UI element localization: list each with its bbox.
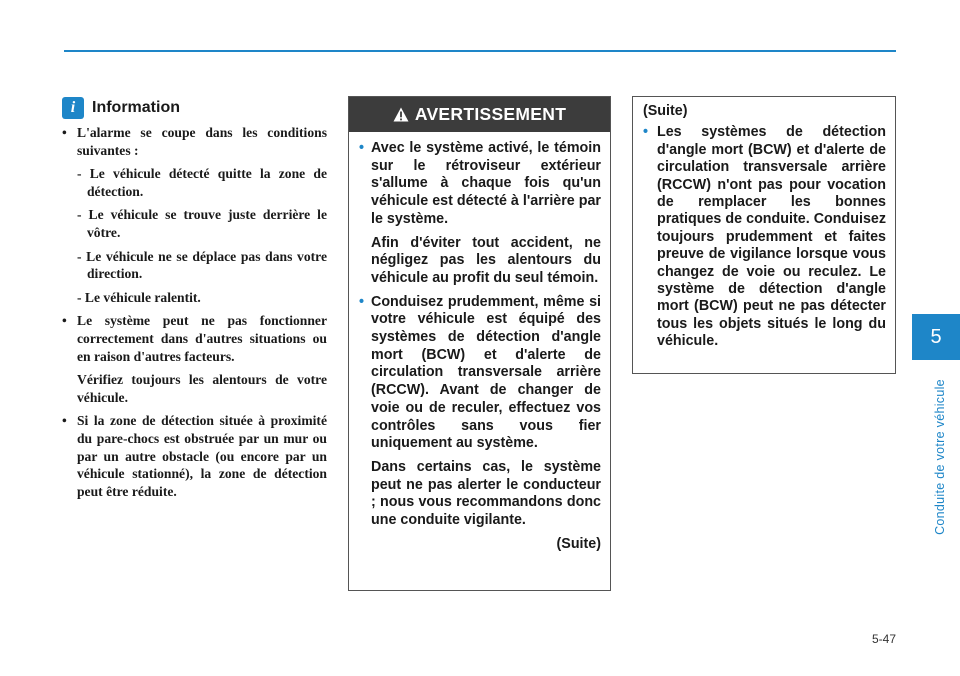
- chapter-title-side: [912, 362, 952, 552]
- info-bullet-alarm: • L'alarme se coupe dans les conditions suivantes :: [62, 124, 327, 159]
- info-dash-item: - Le véhicule se trouve juste derrière le vôtre.: [77, 207, 327, 240]
- warning-paragraph: Dans certains cas, le système peut ne pas alerter le conducteur ; nous vous recommandons donc une conduite vigilante.: [371, 458, 601, 529]
- chapter-number: 5: [930, 325, 942, 348]
- information-header: [62, 96, 327, 120]
- info-bullet-zone: • Si la zone de détection située à proximité du pare-chocs est obstruée par un mur ou par un autre obstacle (ou encore par un véhicule stationné), la zone de détection peut être réduite.: [62, 412, 327, 500]
- info-dash-item: - Le véhicule ralentit.: [77, 289, 201, 305]
- chapter-title: Conduite de votre véhicule: [933, 379, 947, 535]
- warning-bullet-indicator: • Avec le système activé, le témoin sur le rétroviseur extérieur s'allume à chaque fois qu'un véhicule est détecté à l'arrière par le système.: [359, 140, 601, 229]
- continuation-body: [633, 97, 895, 351]
- info-paragraph: Vérifiez toujours les alentours de votre véhicule.: [77, 372, 327, 405]
- warning-paragraph: Afin d'éviter tout accident, ne négligez pas les alentours du véhicule au profit du seul témoin.: [371, 234, 601, 286]
- info-dash-item: - Le véhicule détecté quitte la zone de détection.: [77, 166, 327, 199]
- warning-bullet-drive: • Conduisez prudemment, même si votre véhicule est équipé des systèmes de détection d'angle mort (BCW) et d'alerte de circulation transversale arrière (RCCW). Avant de changer de voie ou de reculer, effectuez vos contrôles sans vous fier uniquement au système.: [359, 294, 601, 453]
- warning-header: [349, 97, 610, 132]
- info-icon: i: [62, 97, 84, 119]
- information-body: [62, 124, 327, 500]
- warning-box: [348, 96, 611, 591]
- warning-triangle-icon: [393, 107, 409, 122]
- information-title: Information: [92, 99, 180, 116]
- information-section: [62, 96, 327, 500]
- warning-title: AVERTISSEMENT: [414, 104, 567, 124]
- continuation-bullet: • Les systèmes de détection d'angle mort (BCW) et d'alerte de circulation transversale arrière (RCCW) n'ont pas pour vocation de remplacer les bonnes pratiques de conduite. Conduisez toujours prudemment et faites preuve de vigilance lorsque vous changez de voie ou reculez. Le système de détection d'angle mort (BCW) peut ne pas détecter tous les objets situés le long du véhicule.: [643, 124, 886, 350]
- continuation-box: [632, 96, 896, 374]
- page-number: 5-47: [871, 632, 896, 646]
- warning-body: [349, 132, 610, 553]
- warning-continued: (Suite): [556, 535, 601, 552]
- continuation-heading: (Suite): [643, 103, 688, 119]
- info-bullet-system: • Le système peut ne pas fonctionner correctement dans d'autres situations ou en raison d'autres facteurs.: [62, 312, 327, 365]
- info-dash-item: - Le véhicule ne se déplace pas dans votre direction.: [77, 248, 327, 282]
- chapter-number-tab: [912, 314, 960, 360]
- header-rule: [64, 50, 896, 52]
